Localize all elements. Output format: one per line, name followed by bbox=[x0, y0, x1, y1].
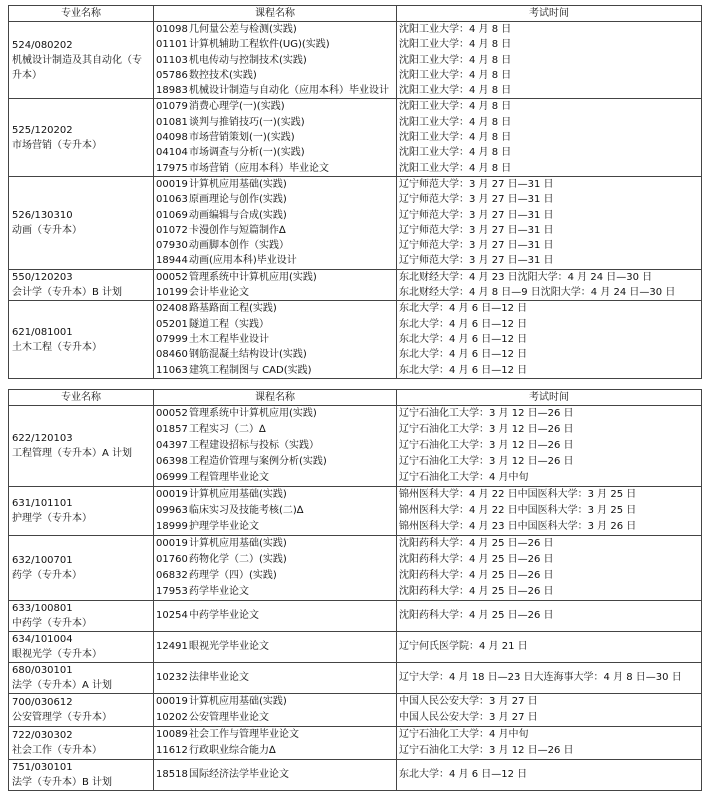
major-code: 525/120202 bbox=[12, 124, 73, 136]
course-line bbox=[156, 317, 394, 332]
course-line bbox=[156, 253, 394, 268]
course-title: 国际经济法学毕业论文 bbox=[189, 769, 289, 780]
exam-time: 沈阳药科大学：4 月 25 日—26 日 bbox=[399, 554, 554, 565]
exam-time: 沈阳工业大学：4 月 8 日 bbox=[399, 54, 512, 66]
major-name: 公安管理学（专升本） bbox=[12, 712, 112, 723]
time-cell bbox=[397, 301, 702, 378]
major-code: 622/120103 bbox=[12, 433, 73, 444]
exam-time: 锦州医科大学：4 月 22 日中国医科大学：3 月 25 日 bbox=[399, 489, 637, 500]
exam-time: 沈阳工业大学：4 月 8 日 bbox=[399, 132, 512, 144]
exam-time: 辽宁石油化工大学：3 月 12 日—26 日 bbox=[399, 408, 574, 419]
course-title: 市场调查与分析(一)(实践) bbox=[189, 147, 305, 159]
major-name: 护理学（专升本） bbox=[12, 513, 92, 524]
course-code: 05786 bbox=[156, 69, 188, 81]
course-line bbox=[156, 22, 394, 37]
time-cell bbox=[397, 536, 702, 601]
course-line bbox=[156, 83, 394, 98]
course-title: 计算机应用基础(实践) bbox=[189, 489, 287, 500]
exam-time: 辽宁师范大学：3 月 27 日—31 日 bbox=[399, 255, 554, 267]
course-title: 路基路面工程(实践) bbox=[189, 303, 277, 315]
time-cell bbox=[397, 663, 702, 694]
course-code: 01069 bbox=[156, 209, 188, 221]
course-code: 01103 bbox=[156, 54, 188, 66]
course-line bbox=[156, 161, 394, 176]
exam-time: 沈阳工业大学：4 月 8 日 bbox=[399, 162, 512, 174]
exam-time: 东北财经大学：4 月 23 日沈阳大学：4 月 24 日—30 日 bbox=[399, 271, 653, 283]
major-code: 751/030101 bbox=[12, 762, 73, 773]
time-cell bbox=[397, 760, 702, 791]
course-line bbox=[156, 608, 394, 624]
course-code: 07930 bbox=[156, 240, 188, 252]
exam-time: 辽宁石油化工大学：4 月中旬 bbox=[399, 472, 529, 483]
course-title: 管理系统中计算机应用(实践) bbox=[189, 271, 317, 283]
exam-time: 沈阳工业大学：4 月 8 日 bbox=[399, 101, 512, 113]
course-line bbox=[156, 363, 394, 378]
course-line bbox=[156, 503, 394, 519]
major-cell bbox=[9, 406, 154, 487]
course-title: 动画(应用本科)毕业设计 bbox=[189, 255, 297, 267]
course-title: 动画脚本创作（实践） bbox=[189, 240, 289, 252]
course-code: 04104 bbox=[156, 147, 188, 159]
major-cell bbox=[9, 269, 154, 301]
course-title: 社会工作与管理毕业论文 bbox=[189, 729, 299, 740]
course-title: 工程造价管理与案例分析(实践) bbox=[189, 456, 327, 467]
course-title: 眼视光学毕业论文 bbox=[189, 641, 269, 652]
course-cell bbox=[154, 487, 397, 536]
course-line bbox=[156, 270, 394, 285]
exam-table-1 bbox=[8, 5, 702, 379]
major-row bbox=[9, 22, 702, 99]
course-title: 隧道工程（实践） bbox=[189, 318, 269, 330]
major-cell bbox=[9, 176, 154, 269]
major-row bbox=[9, 487, 702, 536]
major-row bbox=[9, 176, 702, 269]
course-code: 10254 bbox=[156, 610, 188, 621]
course-title: 市场营销（应用本科）毕业论文 bbox=[189, 162, 329, 174]
course-code: 10232 bbox=[156, 672, 188, 683]
major-name: 动画（专升本） bbox=[12, 224, 82, 236]
course-title: 工程建设招标与投标（实践） bbox=[189, 440, 319, 451]
course-code: 00019 bbox=[156, 538, 188, 549]
course-line bbox=[156, 694, 394, 710]
course-title: 药学毕业论文 bbox=[189, 586, 249, 597]
exam-time: 辽宁师范大学：3 月 27 日—31 日 bbox=[399, 209, 554, 221]
course-line bbox=[156, 53, 394, 68]
major-row bbox=[9, 663, 702, 694]
major-name: 会计学（专升本）B 计划 bbox=[12, 287, 123, 299]
course-code: 18999 bbox=[156, 521, 188, 532]
course-line bbox=[156, 536, 394, 552]
course-cell bbox=[154, 99, 397, 176]
course-code: 18944 bbox=[156, 255, 188, 267]
exam-time: 东北财经大学：4 月 8 日—9 日沈阳大学：4 月 24 日—30 日 bbox=[399, 287, 676, 299]
major-code: 634/101004 bbox=[12, 634, 73, 645]
course-line bbox=[156, 568, 394, 584]
major-code: 524/080202 bbox=[12, 39, 73, 51]
course-cell bbox=[154, 22, 397, 99]
major-code: 550/120203 bbox=[12, 272, 73, 284]
course-line bbox=[156, 68, 394, 83]
exam-time: 沈阳工业大学：4 月 8 日 bbox=[399, 147, 512, 159]
time-cell bbox=[397, 22, 702, 99]
course-cell bbox=[154, 406, 397, 487]
course-code: 04098 bbox=[156, 132, 188, 144]
course-line bbox=[156, 743, 394, 759]
exam-time: 辽宁石油化工大学：3 月 12 日—26 日 bbox=[399, 424, 574, 435]
major-cell bbox=[9, 601, 154, 632]
course-title: 会计毕业论文 bbox=[189, 287, 249, 299]
exam-time: 沈阳药科大学：4 月 25 日—26 日 bbox=[399, 586, 554, 597]
exam-time: 辽宁师范大学：3 月 27 日—31 日 bbox=[399, 240, 554, 252]
course-line bbox=[156, 238, 394, 253]
course-cell bbox=[154, 760, 397, 791]
course-line bbox=[156, 519, 394, 535]
course-title: 几何量公差与检测(实践) bbox=[189, 24, 297, 35]
course-line bbox=[156, 639, 394, 655]
major-cell bbox=[9, 301, 154, 378]
exam-time: 中国人民公安大学：3 月 27 日 bbox=[399, 712, 538, 723]
header-time: 考试时间 bbox=[397, 6, 702, 22]
exam-time: 东北大学：4 月 6 日—12 日 bbox=[399, 303, 528, 315]
course-code: 01079 bbox=[156, 101, 188, 113]
course-title: 土木工程毕业设计 bbox=[189, 333, 269, 345]
major-code: 680/030101 bbox=[12, 665, 73, 676]
course-line bbox=[156, 99, 394, 114]
course-code: 01081 bbox=[156, 116, 188, 128]
course-line bbox=[156, 710, 394, 726]
major-row bbox=[9, 406, 702, 487]
course-title: 数控技术(实践) bbox=[189, 69, 257, 81]
header-major: 专业名称 bbox=[9, 6, 154, 22]
course-title: 行政职业综合能力∆ bbox=[189, 745, 276, 756]
course-cell bbox=[154, 727, 397, 760]
major-cell bbox=[9, 632, 154, 663]
course-line bbox=[156, 192, 394, 207]
time-cell bbox=[397, 487, 702, 536]
course-line bbox=[156, 347, 394, 362]
course-code: 10202 bbox=[156, 712, 188, 723]
course-title: 工程实习（二）∆ bbox=[189, 424, 266, 435]
course-title: 卡漫创作与短篇制作∆ bbox=[189, 224, 286, 236]
header-major: 专业名称 bbox=[9, 390, 154, 406]
course-code: 08460 bbox=[156, 349, 188, 361]
major-row bbox=[9, 99, 702, 176]
exam-time: 东北大学：4 月 6 日—12 日 bbox=[399, 333, 528, 345]
exam-time: 东北大学：4 月 6 日—12 日 bbox=[399, 364, 528, 376]
time-cell bbox=[397, 727, 702, 760]
major-row bbox=[9, 269, 702, 301]
course-code: 00052 bbox=[156, 271, 188, 283]
course-line bbox=[156, 223, 394, 238]
exam-time: 辽宁师范大学：3 月 27 日—31 日 bbox=[399, 224, 554, 236]
header-course: 课程名称 bbox=[154, 6, 397, 22]
course-title: 动画编辑与合成(实践) bbox=[189, 209, 287, 221]
course-code: 10199 bbox=[156, 287, 188, 299]
major-code: 633/100801 bbox=[12, 603, 73, 614]
header-time: 考试时间 bbox=[397, 390, 702, 406]
major-code: 722/030302 bbox=[12, 730, 73, 741]
course-title: 原画理论与创作(实践) bbox=[189, 194, 287, 206]
exam-time: 沈阳工业大学：4 月 8 日 bbox=[399, 39, 512, 51]
exam-time: 辽宁师范大学：3 月 27 日—31 日 bbox=[399, 178, 554, 190]
course-code: 01857 bbox=[156, 424, 188, 435]
course-line bbox=[156, 438, 394, 454]
exam-time: 锦州医科大学：4 月 23 日中国医科大学：3 月 26 日 bbox=[399, 521, 637, 532]
course-code: 18518 bbox=[156, 769, 188, 780]
exam-time: 中国人民公安大学：3 月 27 日 bbox=[399, 696, 538, 707]
time-cell bbox=[397, 269, 702, 301]
time-cell bbox=[397, 176, 702, 269]
course-code: 17975 bbox=[156, 162, 188, 174]
exam-time: 锦州医科大学：4 月 22 日中国医科大学：3 月 25 日 bbox=[399, 505, 637, 516]
course-title: 建筑工程制图与 CAD(实践) bbox=[189, 364, 312, 376]
course-title: 计算机应用基础(实践) bbox=[189, 538, 287, 549]
header-row bbox=[9, 6, 702, 22]
course-title: 工程管理毕业论文 bbox=[189, 472, 269, 483]
exam-time: 辽宁大学：4 月 18 日—23 日大连海事大学：4 月 8 日—30 日 bbox=[399, 672, 682, 683]
exam-table-2 bbox=[8, 389, 702, 791]
course-title: 机电传动与控制技术(实践) bbox=[189, 54, 307, 66]
major-name: 中药学（专升本） bbox=[12, 618, 92, 629]
exam-time: 沈阳药科大学：4 月 25 日—26 日 bbox=[399, 570, 554, 581]
major-row bbox=[9, 536, 702, 601]
major-row bbox=[9, 760, 702, 791]
course-line bbox=[156, 301, 394, 316]
major-name: 机械设计制造及其自动化（专升本） bbox=[12, 54, 142, 81]
course-title: 市场营销策划(一)(实践) bbox=[189, 132, 295, 144]
exam-time: 辽宁师范大学：3 月 27 日—31 日 bbox=[399, 194, 554, 206]
course-line bbox=[156, 470, 394, 486]
course-title: 谈判与推销技巧(一)(实践) bbox=[189, 116, 305, 128]
course-code: 01072 bbox=[156, 224, 188, 236]
course-code: 01101 bbox=[156, 39, 188, 51]
major-code: 632/100701 bbox=[12, 555, 73, 566]
exam-time: 辽宁石油化工大学：3 月 12 日—26 日 bbox=[399, 745, 574, 756]
course-line bbox=[156, 208, 394, 223]
course-title: 机械设计制造与自动化（应用本科）毕业设计 bbox=[189, 85, 389, 97]
major-cell bbox=[9, 694, 154, 727]
course-line bbox=[156, 145, 394, 160]
major-row bbox=[9, 727, 702, 760]
exam-time: 辽宁何氏医学院：4 月 21 日 bbox=[399, 641, 528, 652]
course-code: 17953 bbox=[156, 586, 188, 597]
exam-time: 东北大学：4 月 6 日—12 日 bbox=[399, 318, 528, 330]
major-name: 工程管理（专升本）A 计划 bbox=[12, 448, 133, 459]
course-code: 11063 bbox=[156, 364, 188, 376]
major-cell bbox=[9, 760, 154, 791]
exam-time: 东北大学：4 月 6 日—12 日 bbox=[399, 349, 528, 361]
exam-time: 沈阳工业大学：4 月 8 日 bbox=[399, 69, 512, 81]
major-name: 眼视光学（专升本） bbox=[12, 649, 102, 660]
course-code: 06832 bbox=[156, 570, 188, 581]
exam-time: 辽宁石油化工大学：4 月中旬 bbox=[399, 729, 529, 740]
course-cell bbox=[154, 663, 397, 694]
course-code: 04397 bbox=[156, 440, 188, 451]
course-cell bbox=[154, 694, 397, 727]
course-code: 12491 bbox=[156, 641, 188, 652]
course-line bbox=[156, 115, 394, 130]
course-code: 07999 bbox=[156, 333, 188, 345]
major-row bbox=[9, 301, 702, 378]
course-code: 01098 bbox=[156, 24, 188, 35]
course-title: 钢筋混凝土结构设计(实践) bbox=[189, 349, 307, 361]
course-title: 公安管理毕业论文 bbox=[189, 712, 269, 723]
time-cell bbox=[397, 601, 702, 632]
course-code: 09963 bbox=[156, 505, 188, 516]
course-line bbox=[156, 454, 394, 470]
course-code: 06999 bbox=[156, 472, 188, 483]
course-line bbox=[156, 584, 394, 600]
course-title: 药物化学（二）(实践) bbox=[189, 554, 287, 565]
course-cell bbox=[154, 301, 397, 378]
major-cell bbox=[9, 99, 154, 176]
course-title: 中药学毕业论文 bbox=[189, 610, 259, 621]
major-name: 法学（专升本）B 计划 bbox=[12, 777, 113, 788]
exam-time: 辽宁石油化工大学：3 月 12 日—26 日 bbox=[399, 456, 574, 467]
major-row bbox=[9, 694, 702, 727]
major-cell bbox=[9, 727, 154, 760]
major-code: 526/130310 bbox=[12, 209, 73, 221]
exam-time: 沈阳工业大学：4 月 8 日 bbox=[399, 116, 512, 128]
major-code: 700/030612 bbox=[12, 697, 73, 708]
course-line bbox=[156, 332, 394, 347]
course-code: 00019 bbox=[156, 696, 188, 707]
course-line bbox=[156, 487, 394, 503]
course-code: 01760 bbox=[156, 554, 188, 565]
time-cell bbox=[397, 99, 702, 176]
course-title: 临床实习及技能考核(二)∆ bbox=[189, 505, 304, 516]
course-code: 01063 bbox=[156, 194, 188, 206]
major-cell bbox=[9, 22, 154, 99]
course-line bbox=[156, 670, 394, 686]
major-row bbox=[9, 601, 702, 632]
exam-time: 沈阳工业大学：4 月 8 日 bbox=[399, 85, 512, 97]
major-row bbox=[9, 632, 702, 663]
course-cell bbox=[154, 269, 397, 301]
course-cell bbox=[154, 176, 397, 269]
course-code: 00052 bbox=[156, 408, 188, 419]
major-code: 621/081001 bbox=[12, 326, 73, 338]
exam-time: 沈阳药科大学：4 月 25 日—26 日 bbox=[399, 610, 554, 621]
course-line bbox=[156, 552, 394, 568]
course-cell bbox=[154, 536, 397, 601]
major-name: 市场营销（专升本） bbox=[12, 139, 102, 151]
major-name: 土木工程（专升本） bbox=[12, 341, 102, 353]
time-cell bbox=[397, 406, 702, 487]
course-title: 计算机辅助工程软件(UG)(实践) bbox=[189, 39, 330, 51]
course-line bbox=[156, 406, 394, 422]
course-line bbox=[156, 37, 394, 52]
course-code: 11612 bbox=[156, 745, 188, 756]
course-title: 管理系统中计算机应用(实践) bbox=[189, 408, 317, 419]
major-cell bbox=[9, 487, 154, 536]
major-name: 药学（专升本） bbox=[12, 570, 82, 581]
exam-time: 东北大学：4 月 6 日—12 日 bbox=[399, 769, 528, 780]
time-cell bbox=[397, 694, 702, 727]
major-cell bbox=[9, 536, 154, 601]
course-code: 18983 bbox=[156, 85, 188, 97]
course-line bbox=[156, 422, 394, 438]
course-title: 护理学毕业论文 bbox=[189, 521, 259, 532]
major-name: 社会工作（专升本） bbox=[12, 745, 102, 756]
course-title: 法律毕业论文 bbox=[189, 672, 249, 683]
exam-time: 沈阳药科大学：4 月 25 日—26 日 bbox=[399, 538, 554, 549]
course-line bbox=[156, 727, 394, 743]
course-line bbox=[156, 285, 394, 300]
course-cell bbox=[154, 601, 397, 632]
header-row bbox=[9, 390, 702, 406]
course-code: 06398 bbox=[156, 456, 188, 467]
course-line bbox=[156, 767, 394, 783]
course-cell bbox=[154, 632, 397, 663]
course-code: 02408 bbox=[156, 303, 188, 315]
course-title: 计算机应用基础(实践) bbox=[189, 696, 287, 707]
course-title: 消费心理学(一)(实践) bbox=[189, 101, 285, 113]
major-name: 法学（专升本）A 计划 bbox=[12, 680, 113, 691]
course-code: 00019 bbox=[156, 489, 188, 500]
header-course: 课程名称 bbox=[154, 390, 397, 406]
exam-time: 沈阳工业大学：4 月 8 日 bbox=[399, 24, 512, 35]
course-code: 00019 bbox=[156, 178, 188, 190]
course-code: 05201 bbox=[156, 318, 188, 330]
course-title: 计算机应用基础(实践) bbox=[189, 178, 287, 190]
course-title: 药理学（四）(实践) bbox=[189, 570, 277, 581]
major-code: 631/101101 bbox=[12, 498, 73, 509]
major-cell bbox=[9, 663, 154, 694]
exam-time: 辽宁石油化工大学：3 月 12 日—26 日 bbox=[399, 440, 574, 451]
course-code: 10089 bbox=[156, 729, 188, 740]
time-cell bbox=[397, 632, 702, 663]
course-line bbox=[156, 130, 394, 145]
course-line bbox=[156, 177, 394, 192]
